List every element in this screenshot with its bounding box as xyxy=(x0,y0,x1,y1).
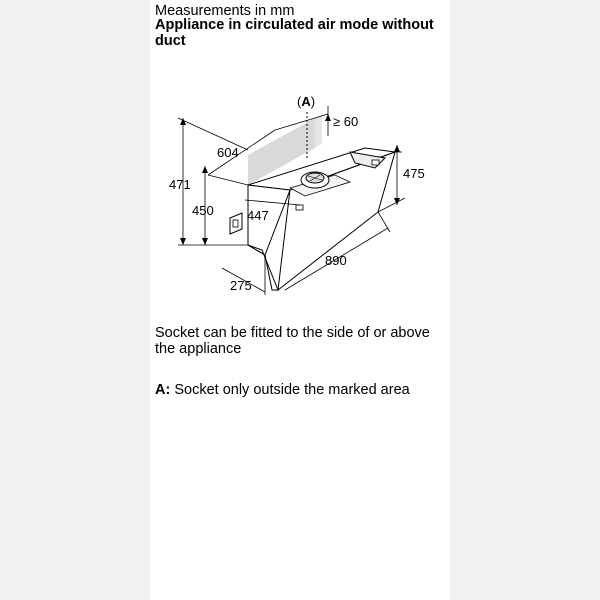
arrow-head xyxy=(202,166,208,173)
document-page xyxy=(150,0,450,600)
arrow-head xyxy=(180,238,186,245)
label-inner-depth: 447 xyxy=(247,208,269,223)
mounting-clip xyxy=(372,160,379,165)
ext-line xyxy=(208,175,248,185)
label-depth: 890 xyxy=(325,253,347,268)
hood-lower-edge xyxy=(248,245,278,290)
socket-placement-note: Socket can be fitted to the side of or above the appliance xyxy=(155,325,430,357)
label-bottom-depth: 275 xyxy=(230,278,252,293)
mounting-clip xyxy=(296,205,303,210)
label-width: 604 xyxy=(217,145,239,160)
area-a-label: (A) xyxy=(297,94,316,109)
label-right-height: 475 xyxy=(403,166,425,181)
label-total-height: 471 xyxy=(169,177,191,192)
arrow-head xyxy=(202,238,208,245)
page-title: Appliance in circulated air mode without duct xyxy=(155,17,434,49)
socket-icon xyxy=(230,213,242,234)
ext-line xyxy=(378,198,405,212)
ext-line xyxy=(378,212,390,232)
marked-area-side xyxy=(315,114,322,148)
dimension-drawing xyxy=(150,80,450,305)
legend-key: A: xyxy=(155,382,171,398)
label-clearance: ≥ 60 xyxy=(333,114,359,129)
legend-text: Socket only outside the marked area xyxy=(174,382,410,398)
arrow-head xyxy=(394,145,400,152)
label-front-height: 450 xyxy=(192,203,214,218)
area-a-letter: A xyxy=(301,94,311,109)
legend-line xyxy=(155,382,410,398)
measurements-unit-note: Measurements in mm xyxy=(155,3,295,19)
socket-hole xyxy=(233,220,238,227)
